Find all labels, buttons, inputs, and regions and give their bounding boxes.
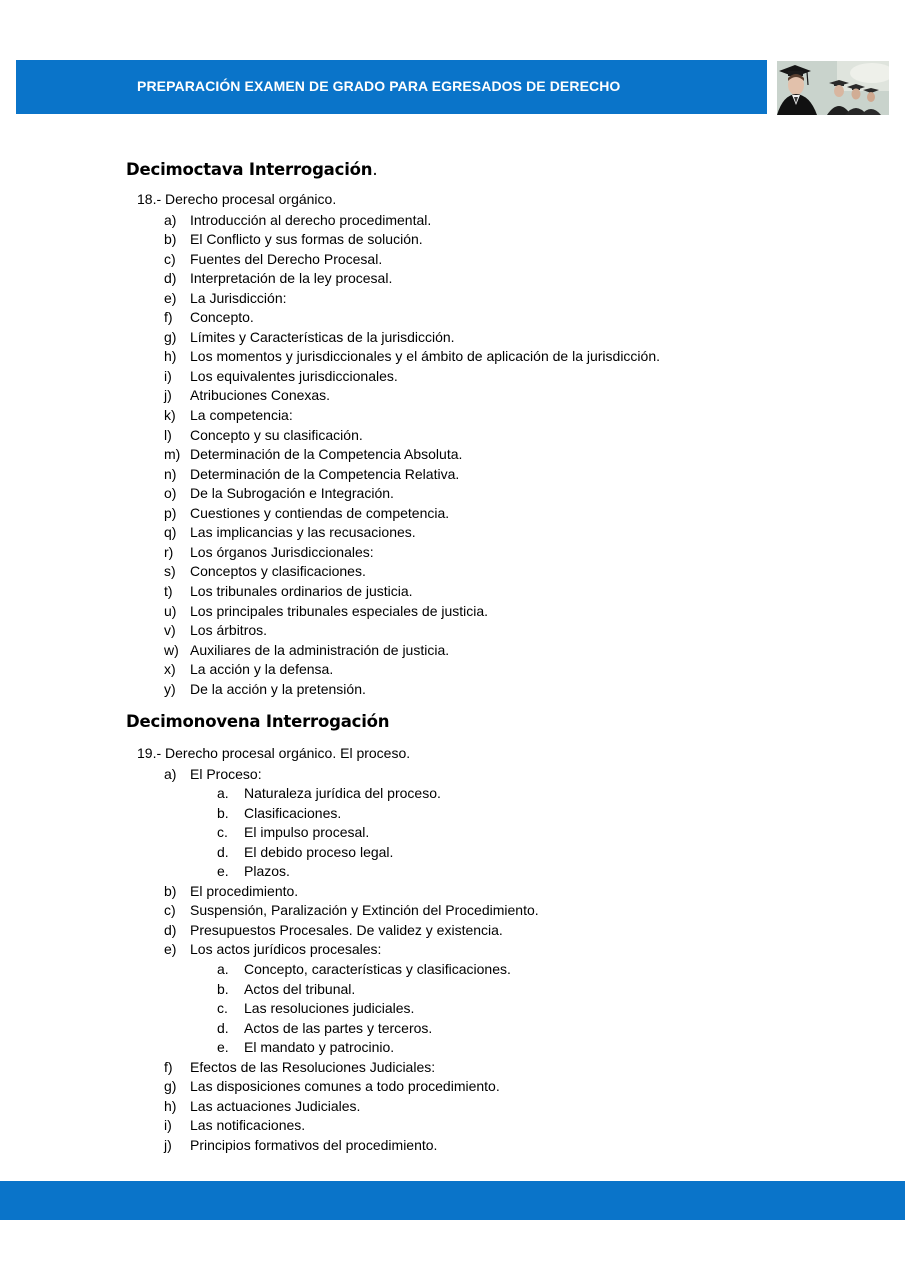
list-item-marker: j) (164, 1136, 172, 1153)
sub-list-item-text: Clasificaciones. (244, 804, 342, 821)
list-item-marker: s) (164, 563, 176, 580)
sub-list-item-text: Actos de las partes y terceros. (244, 1019, 433, 1036)
list-item-marker: c) (164, 902, 176, 919)
graduates-photo (777, 61, 889, 115)
list-item-marker: a) (164, 765, 177, 782)
list-item-marker: h) (164, 348, 177, 365)
section-title-suffix: . (372, 160, 378, 179)
list-item-text: Los órganos Jurisdiccionales: (190, 543, 374, 560)
list-item-marker: u) (164, 602, 177, 619)
sub-list-item-marker: e. (217, 863, 229, 880)
list-item-marker: n) (164, 465, 177, 482)
list-item-text: Atribuciones Conexas. (190, 387, 331, 404)
list-item-text: Presupuestos Procesales. De validez y existencia. (190, 921, 503, 938)
sub-list-item-text: El mandato y patrocinio. (244, 1039, 395, 1056)
list-item-marker: b) (164, 882, 177, 899)
list-item-text: De la Subrogación e Integración. (190, 485, 394, 502)
list-item-text: Los equivalentes jurisdiccionales. (190, 367, 398, 384)
sub-list-item-marker: a. (217, 961, 229, 977)
header-title: PREPARACIÓN EXAMEN DE GRADO PARA EGRESADOS DE DERECHO (137, 78, 621, 94)
sub-list-item-marker: b. (217, 804, 229, 821)
list-item-marker: b) (164, 231, 177, 248)
sub-list-item-marker: b. (217, 980, 229, 997)
list-item-text: De la acción y la pretensión. (190, 680, 366, 697)
list-item-text: Fuentes del Derecho Procesal. (190, 250, 383, 267)
section-title (126, 160, 377, 179)
list-item-text: Las implicancias y las recusaciones. (190, 524, 416, 541)
list-item-text: El procedimiento. (190, 882, 299, 899)
list-item-text: La Jurisdicción: (190, 289, 287, 306)
list-item-marker: h) (164, 1097, 177, 1114)
list-item-marker: l) (164, 426, 172, 443)
graduates-illustration (777, 61, 889, 115)
sub-list-item-marker: d. (217, 1019, 229, 1036)
list-item-marker: m) (164, 446, 181, 463)
list-item-text: La competencia: (190, 407, 293, 423)
sub-list-item-marker: d. (217, 843, 229, 860)
list-item-marker: e) (164, 941, 177, 958)
list-item-text: La acción y la defensa. (190, 661, 334, 678)
header-banner (16, 60, 767, 114)
list-item-marker: t) (164, 582, 173, 599)
list-item-text: Introducción al derecho procedimental. (190, 211, 432, 228)
list-item-marker: q) (164, 524, 177, 541)
section-title-text: Decimoctava Interrogación (126, 160, 373, 179)
list-item-marker: p) (164, 504, 177, 521)
list-item-marker: c) (164, 250, 176, 267)
list-item-text: Cuestiones y contiendas de competencia. (190, 504, 450, 521)
list-item-marker: r) (164, 543, 174, 560)
list-item-text: Interpretación de la ley procesal. (190, 270, 393, 287)
list-item-marker: w) (164, 641, 179, 658)
sub-list-item-marker: a. (217, 785, 229, 802)
list-item-marker: k) (164, 407, 176, 423)
section-intro: 19.- Derecho procesal orgánico. El proceso. (137, 745, 411, 761)
list-item-marker: v) (164, 622, 176, 639)
list-item-text: Los árbitros. (190, 622, 268, 639)
list-item-marker: i) (164, 367, 172, 384)
list-item-text: Conceptos y clasificaciones. (190, 563, 366, 580)
list-item-marker: d) (164, 921, 177, 938)
list-item-marker: j) (164, 387, 172, 404)
list-item-text: Los tribunales ordinarios de justicia. (190, 582, 413, 599)
section-title (126, 712, 389, 731)
list-item-text: Determinación de la Competencia Relativa. (190, 465, 460, 482)
section-title-text: Decimonovena Interrogación (126, 712, 390, 731)
sub-list-item-text: Las resoluciones judiciales. (244, 1000, 415, 1017)
list-item-marker: x) (164, 661, 176, 678)
section-intro: 18.- Derecho procesal orgánico. (137, 191, 337, 207)
list-item-text: Principios formativos del procedimiento. (190, 1136, 438, 1153)
list-item-marker: y) (164, 680, 176, 697)
list-item-marker: o) (164, 485, 177, 502)
list-item-marker: i) (164, 1117, 172, 1134)
list-item-text: Las disposiciones comunes a todo procedimiento. (190, 1078, 500, 1095)
list-item-marker: g) (164, 1078, 177, 1095)
list-item-text: El Conflicto y sus formas de solución. (190, 231, 423, 248)
sub-list-item-marker: c. (217, 824, 228, 841)
list-item-text: Concepto y su clasificación. (190, 426, 363, 443)
list-item-text: Concepto. (190, 309, 254, 326)
list-item-text: Límites y Características de la jurisdicción. (190, 328, 455, 345)
list-item-text: El Proceso: (190, 765, 262, 782)
list-item-text: Los principales tribunales especiales de justicia. (190, 602, 489, 619)
list-item-text: Determinación de la Competencia Absoluta. (190, 446, 463, 463)
sub-list-item-text: El debido proceso legal. (244, 843, 394, 860)
list-item-marker: g) (164, 328, 177, 345)
list-item-text: Suspensión, Paralización y Extinción del Procedimiento. (190, 902, 539, 919)
list-item-marker: e) (164, 289, 177, 306)
footer-banner (0, 1181, 905, 1220)
list-item-text: Efectos de las Resoluciones Judiciales: (190, 1058, 436, 1075)
list-item-marker: f) (164, 1058, 173, 1075)
list-item-text: Los actos jurídicos procesales: (190, 941, 382, 958)
sub-list-item-marker: e. (217, 1039, 229, 1056)
sub-list-item-text: Actos del tribunal. (244, 980, 356, 997)
sub-list-item-text: Plazos. (244, 863, 290, 880)
list-item-marker: d) (164, 270, 177, 287)
list-item-text: Las notificaciones. (190, 1117, 306, 1134)
list-item-text: Los momentos y jurisdiccionales y el ámbito de aplicación de la jurisdicción. (190, 348, 661, 365)
list-item-text: Auxiliares de la administración de justicia. (190, 641, 450, 658)
list-item-text: Las actuaciones Judiciales. (190, 1097, 361, 1114)
sub-list-item-text: El impulso procesal. (244, 824, 370, 841)
list-item-marker: f) (164, 309, 173, 326)
sub-list-item-text: Naturaleza jurídica del proceso. (244, 785, 441, 802)
list-item-marker: a) (164, 211, 177, 228)
sub-list-item-marker: c. (217, 1000, 228, 1017)
sub-list-item-text: Concepto, características y clasificaciones. (244, 961, 511, 977)
